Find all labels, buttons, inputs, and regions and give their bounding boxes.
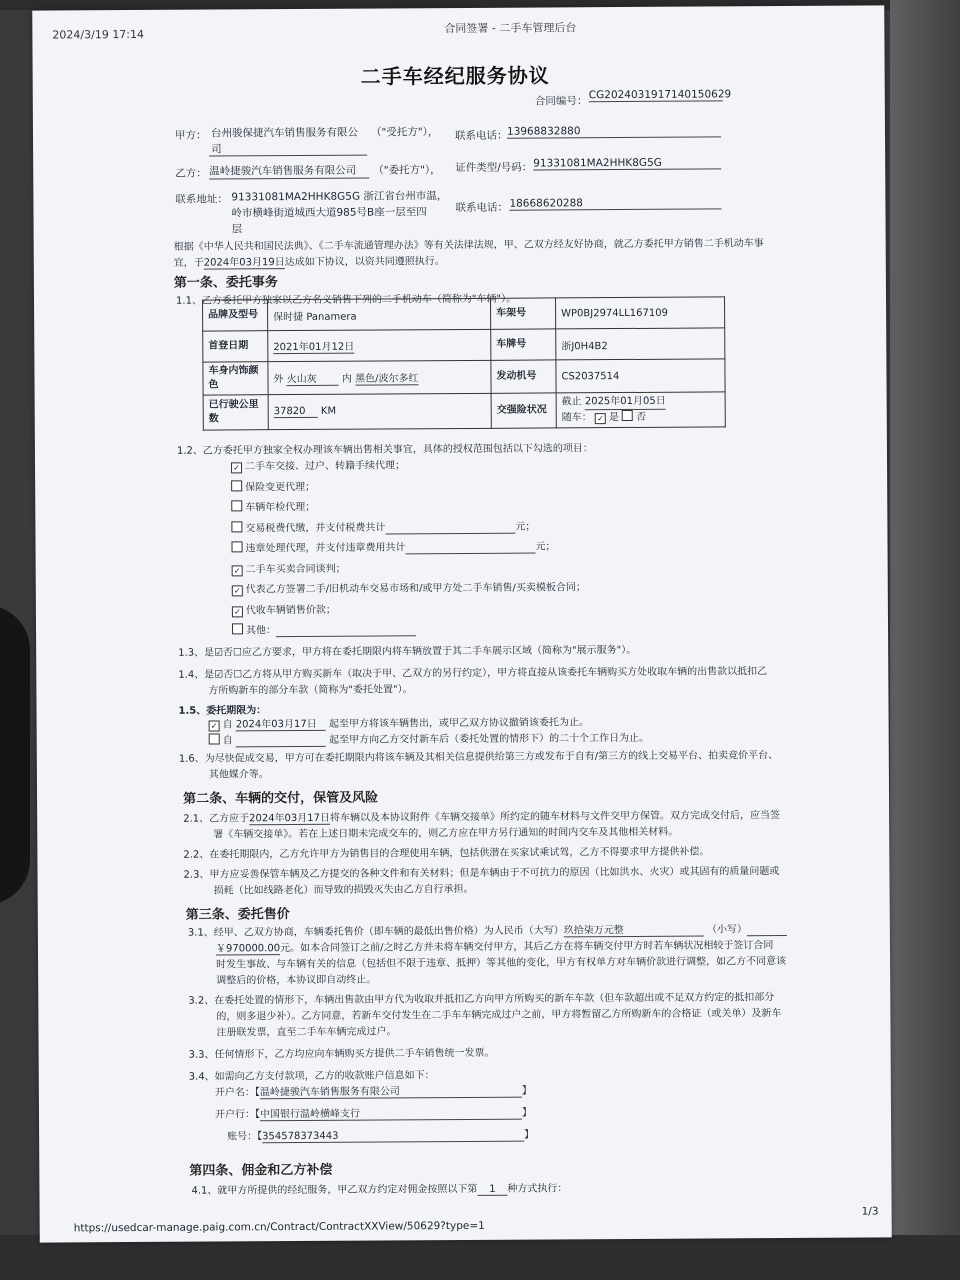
clause-1-4-line1: 1.4、是☑否☐乙方将从甲方购买新车（取决于甲、乙双方的另行约定），甲方将直接从该委托车辆购买方处收取车辆的出售款以抵扣乙	[178, 666, 768, 681]
authorization-option: 其他：	[232, 620, 416, 637]
article3-title: 第三条、委托售价	[185, 907, 290, 923]
clause-1-6-line1: 1.6、为尽快促成交易，甲方可在委托期限内将该车辆及其相关信息提供给第三方或发布于自有/第三方的线上交易平台、拍卖竞价平台、	[178, 750, 779, 765]
clause-3-2-line1: 3.2、在委托处置的情形下，车辆出售款由甲方代为收取并抵扣乙方向甲方所购买的新车车款（但车款超出或不足双方约定的抵扣部分	[188, 992, 775, 1007]
party-a-phone-label: 联系电话：	[454, 129, 508, 143]
clause-1-4-line2: 方所购新车的部分车款（简称为"委托处置"）。	[208, 684, 413, 697]
bank-name: 中国银行温岭横峰支行	[260, 1104, 522, 1122]
interior-color: 黑色/波尔多红	[355, 369, 418, 385]
bank-row: 开户行：【中国银行温岭横峰支行 】	[215, 1104, 532, 1122]
clause-3-3: 3.3、任何情形下，乙方均应向车辆购买方提供二手车销售统一发票。	[188, 1047, 495, 1061]
account-number: 354578373443	[262, 1130, 524, 1144]
plate-value: 浙J0H4B2	[556, 328, 725, 360]
option-checkbox	[231, 500, 242, 511]
vehicle-table	[202, 296, 726, 430]
option-checkbox: ✓	[232, 606, 243, 617]
page-number: 1/3	[861, 1205, 879, 1218]
address-line2: 岭市横峰街道城西大道985号B座一层至四	[231, 206, 427, 220]
clause-3-1-line3: 时发生事故、与车辆有关的信息（包括但不限于违章、抵押）等其他的变化，甲方有权单方对车辆价款进行调整，如乙方不同意该	[216, 956, 787, 971]
party-b-name: 温岭捷骏汽车销售服务有限公司	[209, 163, 369, 180]
address-line1: 91331081MA2HHK8G5G 浙江省台州市温，	[231, 190, 448, 204]
party-b-role: （"委托方"），	[373, 164, 441, 177]
vin-label: 车架号	[491, 298, 556, 329]
party-a-label: 甲方：	[174, 129, 207, 142]
authorization-option: 保险变更代理；	[231, 477, 315, 493]
authorization-option: 交易税费代缴，并支付税费共计 元；	[231, 517, 535, 535]
contract-no: CG2024031917140150629	[588, 88, 732, 102]
clause-1-5-option-a: ✓ 自 2024年03月17日 起至甲方将该车辆售出，或甲乙双方协议撤销该委托为止。	[209, 713, 589, 731]
party-a-role: （"受托方"），	[370, 126, 439, 139]
article4-title: 第四条、佣金和乙方补偿	[189, 1162, 333, 1179]
clause-3-1-line2: ￥970000.00元。如本合同签订之前/之时乙方并未将车辆交付甲方，其后乙方在将车辆交付甲方时若车辆状况相较于签订合同	[215, 940, 774, 955]
preamble-line1: 根据《中华人民共和国民法典》、《二手车流通管理办法》等有关法律法规，甲、乙双方经友好协商，就乙方委托甲方销售二手机动车事	[173, 238, 764, 253]
party-a-underline	[209, 155, 367, 157]
option-checkbox	[231, 480, 242, 491]
clause-3-1-line1: 3.1、经甲、乙双方协商，车辆委托售价（即车辆的最低出售价格）为人民币（大写）玖拾柒万元整 （小写）	[188, 920, 787, 940]
mileage-number: 37820	[274, 406, 318, 418]
insurance-value: 截止 2025年01月05日 随车： ✓ 是 否	[556, 392, 725, 428]
plate-label: 车牌号	[491, 329, 556, 360]
party-b-id-label: 证件类型/号码：	[455, 161, 533, 175]
insurance-date: 2025年01月05日	[585, 395, 666, 410]
party-b-label: 乙方：	[175, 167, 207, 180]
preamble-line2: 宜，于2024年03月19日达成如下协议，以资共同遵照执行。	[174, 252, 445, 270]
authorization-option: 违章处理代理，并支付违章费用共计 元；	[231, 537, 555, 555]
clause-2-1-line2: 署《车辆交接单》。若在上述日期未完成交车的，则乙方应在甲方另行通知的时间内交车及其他相关材料。	[213, 826, 679, 841]
background-right	[890, 0, 960, 1280]
clause-3-2-line3: 注册联发票，直至二手车车辆完成过户。	[216, 1026, 397, 1039]
option-checkbox: ✓	[231, 462, 242, 473]
clause-1-5-option-b: 自 起至甲方向乙方交付新车后（委托处置的情形下）的二十个工作日为止。	[209, 729, 649, 748]
account-name: 温岭捷骏汽车销售服务有限公司	[260, 1082, 522, 1100]
party-a-phone: 13968832880	[507, 124, 721, 138]
authorization-option: 车辆年检代理；	[231, 498, 315, 514]
party-b-id: 91331081MA2HHK8G5G	[533, 156, 721, 170]
clause-1-5-title: 1.5、委托期限为：	[178, 705, 267, 717]
party-b-phone-label: 联系电话：	[455, 201, 508, 215]
authorization-option: ✓ 二手车交接、过户、转籍手续代理；	[231, 456, 405, 473]
address-label: 联系地址：	[175, 193, 228, 206]
price-amount-chinese: 玖拾柒万元整	[564, 921, 704, 938]
clause-2-3-line1: 2.3、甲方应妥善保管车辆及乙方提交的各种文件和有关材料；但是车辆由于不可抗力的原因（比如洪水、火灾）或其固有的质量问题或	[183, 866, 780, 881]
clause-2-3-line2: 损耗（比如线路老化）而导致的损毁灭失由乙方自行承担。	[213, 883, 474, 897]
print-url: https://usedcar-manage.paig.com.cn/Contract/ContractXXView/50629?type=1	[73, 1219, 485, 1235]
term-option-b-checkbox	[209, 733, 220, 744]
clause-1-3: 1.3、是☑否☐应乙方要求，甲方将在委托期限内将车辆放置于其二手车展示区域（简称为"展示服务"）。	[178, 644, 637, 659]
term-start-date: 2024年03月17日	[236, 715, 326, 732]
clause-1-6-line2: 其他媒介等。	[208, 769, 269, 781]
insurance-yes-checkbox: ✓	[595, 413, 606, 424]
option-checkbox: ✓	[232, 565, 243, 576]
clause-1-1: 1.1、乙方委托甲方独家以乙方名义销售下列的二手机动车（简称为"车辆"）。	[175, 293, 517, 307]
exterior-color: 火山灰	[287, 370, 339, 386]
article1-title: 第一条、委托事务	[173, 275, 278, 291]
background-object	[0, 605, 30, 905]
insurance-no-checkbox	[622, 410, 633, 421]
account-no-row: 账号：【354578373443 】	[227, 1129, 535, 1143]
mileage-unit: KM	[320, 405, 337, 417]
clause-3-4: 3.4、如需向乙方支付款项，乙方的收款账户信息如下：	[188, 1070, 435, 1083]
handover-date: 2024年03月17日	[249, 809, 330, 825]
document-page	[32, 5, 892, 1242]
clause-4-1: 4.1、就甲方所提供的经纪服务，甲乙双方约定对佣金按照以下第 1 种方式执行：	[191, 1183, 568, 1197]
authorization-option: ✓ 代表乙方签署二手/旧机动车交易市场和/或甲方处二手车销售/买卖模板合同；	[232, 578, 586, 596]
brand-label: 品牌及型号	[203, 300, 268, 331]
vin-value: WP0BJ2974LL167109	[556, 297, 725, 329]
authorization-option: ✓ 代收车辆销售价款；	[232, 600, 336, 617]
reg-date-value: 2021年01月12日	[268, 329, 491, 361]
article2-title: 第二条、车辆的交付，保管及风险	[183, 790, 379, 807]
print-system-title: 合同签署 - 二手车管理后台	[444, 21, 577, 36]
commission-method: 1	[477, 1184, 507, 1196]
mileage-value	[268, 393, 491, 429]
clause-3-1-line4: 调整后的价格，本协议即自动终止。	[216, 974, 377, 987]
clause-2-2: 2.2、在委托期限内，乙方允许甲方为销售目的合理使用车辆，包括供潜在买家试乘试驾，乙方不得要求甲方提供补偿。	[183, 846, 710, 861]
clause-2-1-line1: 2.1、乙方应于2024年03月17日将车辆以及本协议附件《车辆交接单》所约定的随车材料与文件交甲方保管。双方完成交付后，应当签	[183, 810, 781, 825]
option-checkbox	[231, 541, 242, 552]
color-label: 车身内饰颜色	[203, 362, 268, 395]
print-datetime: 2024/3/19 17:14	[52, 27, 145, 42]
address-line3: 层	[231, 223, 243, 236]
account-name-row: 开户名：【温岭捷骏汽车销售服务有限公司 】	[215, 1082, 532, 1100]
term-option-a-checkbox: ✓	[209, 720, 220, 731]
option-checkbox: ✓	[232, 585, 243, 596]
document-title: 二手车经纪服务协议	[360, 63, 550, 89]
mileage-label: 已行驶公里数	[203, 395, 268, 430]
brand-value: 保时捷 Panamera	[268, 298, 491, 330]
price-amount-number: ￥970000.00	[216, 939, 280, 955]
engine-value: CS2037514	[556, 359, 725, 393]
option-checkbox	[231, 521, 242, 532]
color-value: 外 火山灰 内 黑色/波尔多红	[268, 360, 491, 394]
clause-1-2: 1.2、乙方委托甲方独家全权办理该车辆出售相关事宜，具体的授权范围包括以下勾选的项目：	[176, 443, 593, 457]
contract-no-label: 合同编号：	[534, 95, 588, 108]
option-checkbox	[232, 623, 243, 634]
reg-date-label: 首登日期	[203, 331, 268, 362]
engine-label: 发动机号	[491, 360, 556, 393]
party-a-name-line1: 台州骏保捷汽车销售服务有限公	[210, 126, 359, 140]
authorization-option: ✓ 二手车买卖合同谈判；	[232, 559, 346, 576]
party-b-phone: 18668620288	[509, 196, 721, 210]
clause-3-2-line2: 的，则多退少补）。乙方同意，若新车交付发生在二手车车辆完成过户之前，甲方将暂留乙方所购新车的合格证（或关单）及新车	[216, 1008, 782, 1023]
party-a-name-line2: 司	[211, 143, 222, 156]
insurance-label: 交强险状况	[491, 393, 556, 428]
agreement-date: 2024年03月19日	[204, 253, 285, 269]
